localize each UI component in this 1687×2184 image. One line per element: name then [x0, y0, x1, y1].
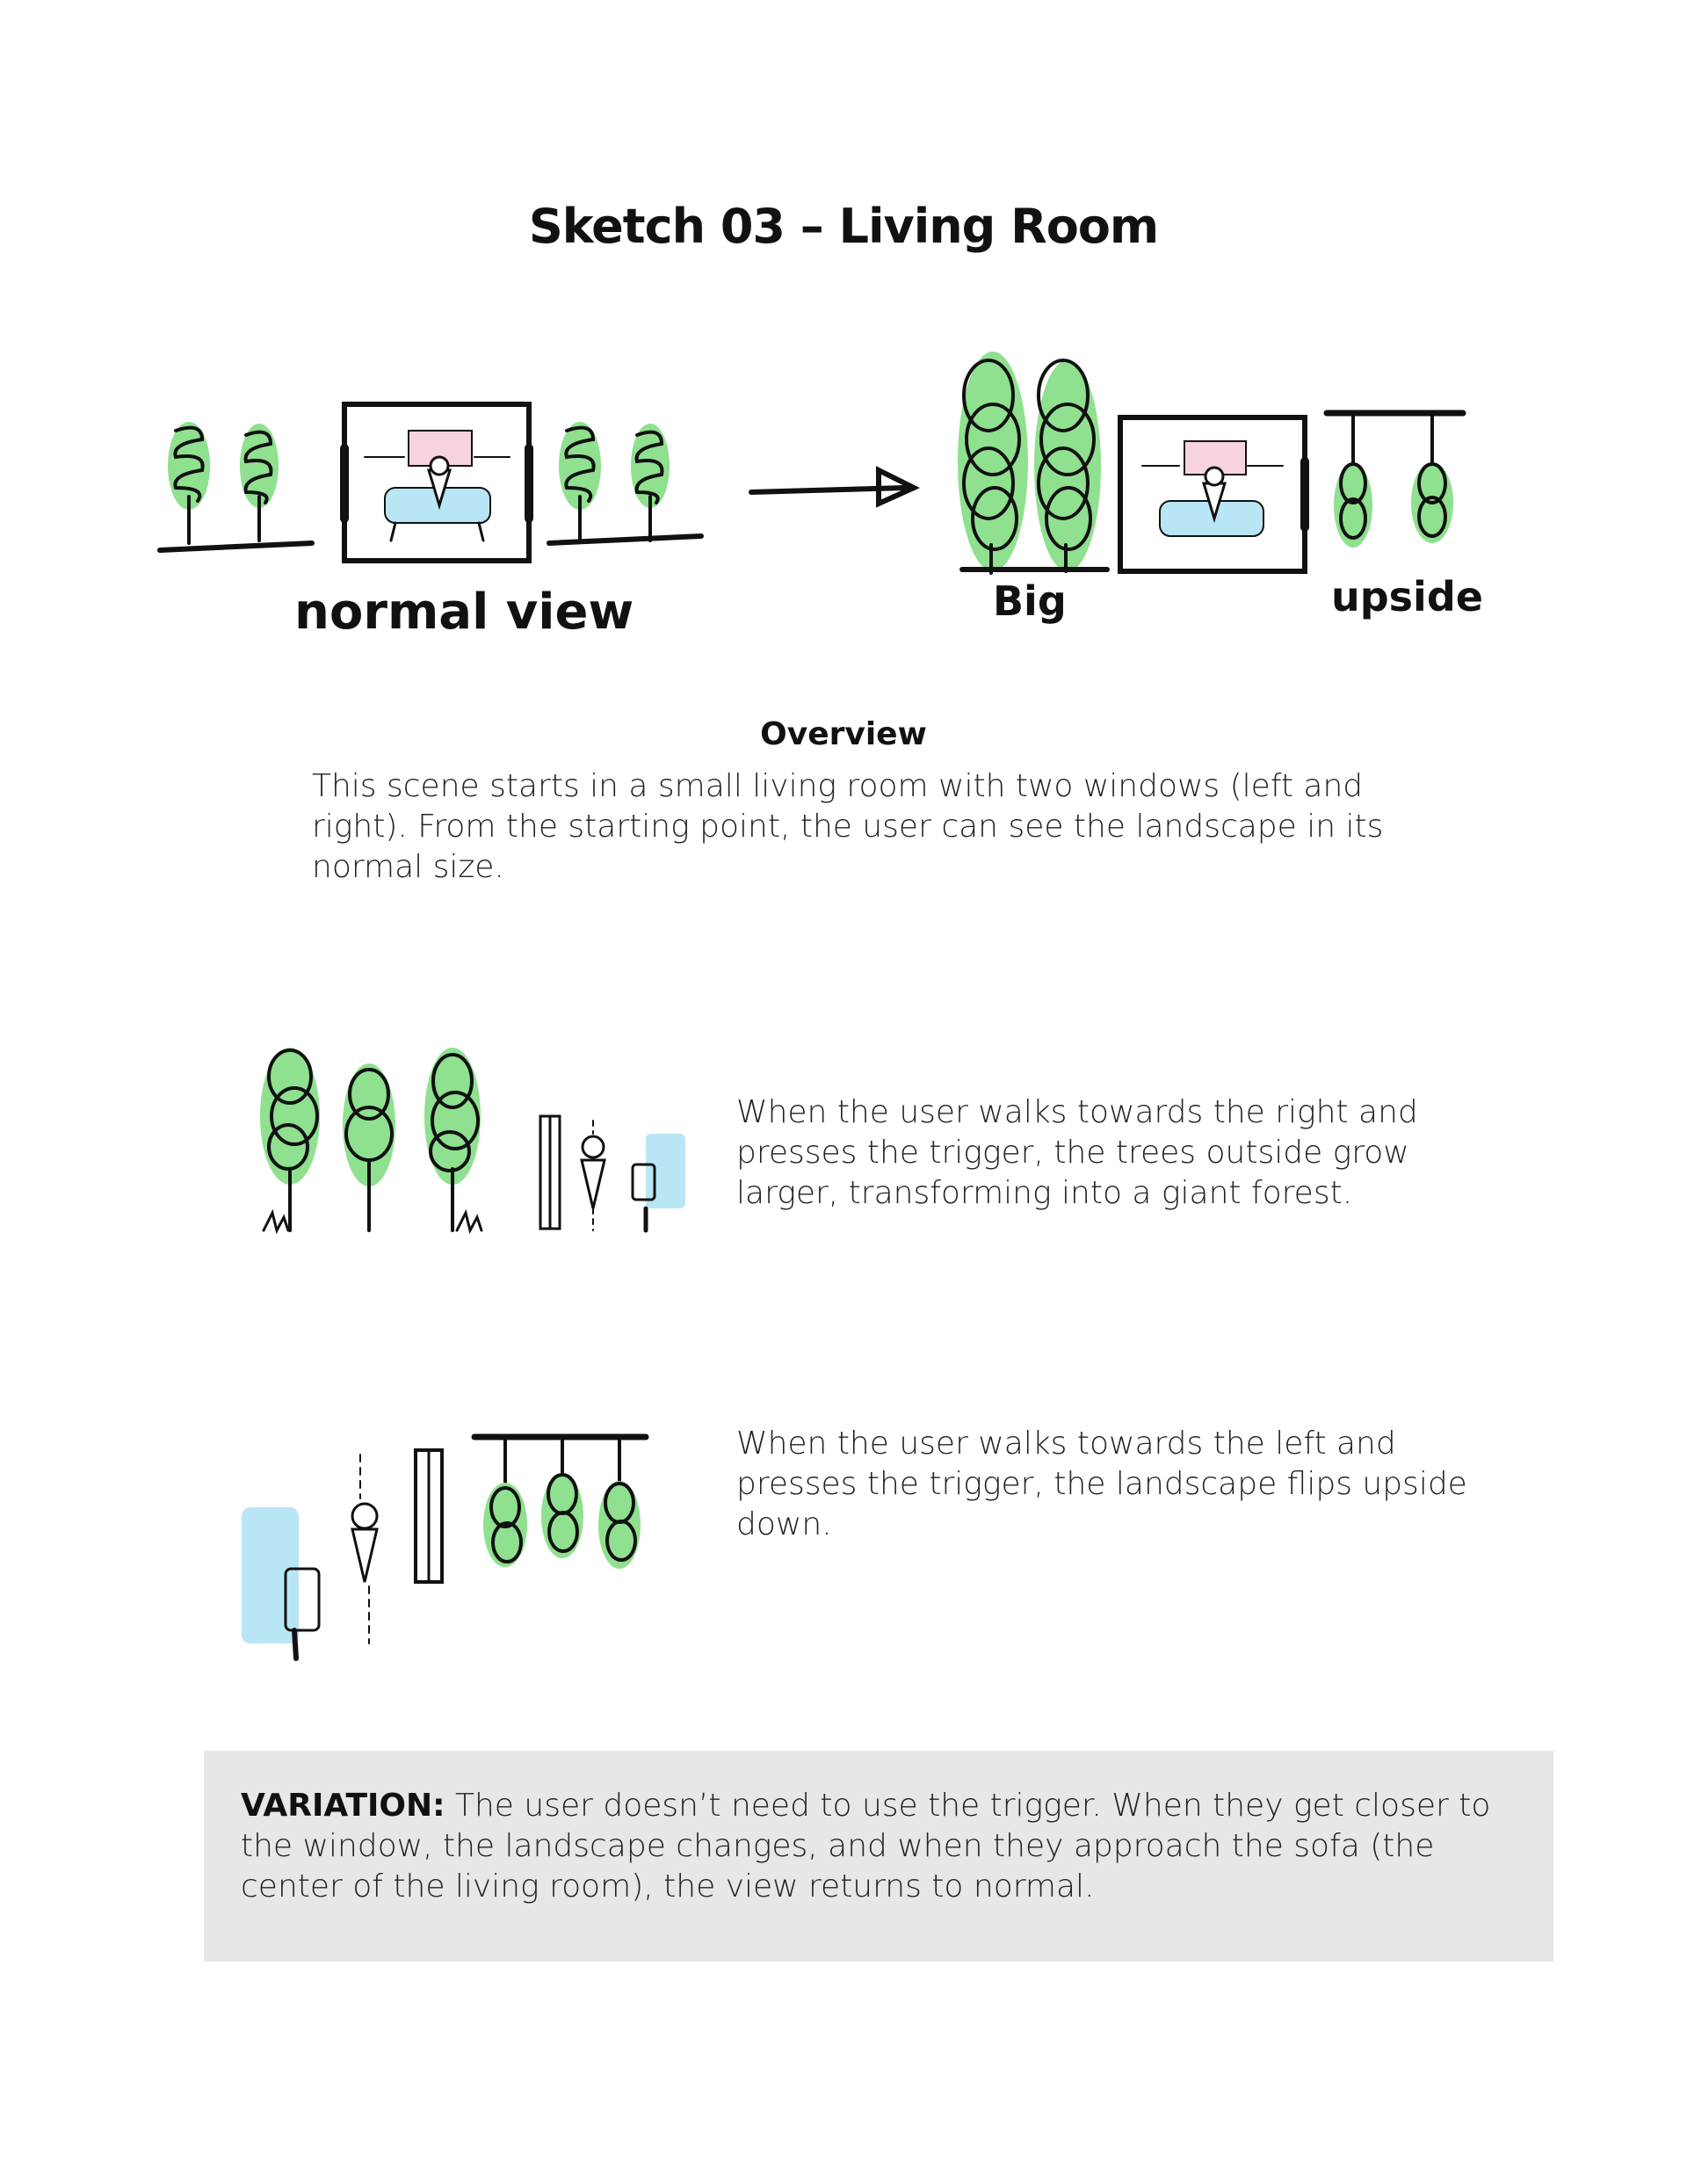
overview-heading: Overview	[760, 715, 927, 752]
variation-label: VARIATION:	[241, 1788, 445, 1824]
big-tree-icon	[1034, 360, 1101, 571]
big-tree-icon	[958, 352, 1028, 573]
big-tree-icon	[424, 1048, 481, 1230]
variation-text	[241, 1786, 1524, 1907]
upside-tree-icon	[1411, 413, 1453, 543]
variation-body: The user doesn’t need to use the trigger. When they get closer to the window, the landscape changes, and when they approach the sofa (the center of the living room), the view returns to normal.	[241, 1788, 1491, 1905]
upside-tree-icon	[541, 1437, 583, 1558]
tree-icon	[631, 424, 670, 541]
arrow-icon	[751, 470, 914, 504]
overview-sketch	[149, 343, 1485, 659]
normal-view-label: normal view	[294, 584, 634, 641]
tree-icon	[559, 422, 601, 541]
variation-box	[204, 1751, 1553, 1962]
upside-tree-icon	[483, 1437, 527, 1567]
upside-tree-icon	[1334, 413, 1372, 548]
upside-tree-icon	[598, 1437, 641, 1569]
big-label: Big	[993, 577, 1067, 625]
scenario-left-text: When the user walks towards the left and presses the trigger, the landscape flips upside down.	[736, 1426, 1467, 1542]
upside-label: upside	[1331, 573, 1483, 620]
page-title: Sketch 03 – Living Room	[528, 199, 1159, 255]
tree-icon	[168, 422, 210, 543]
tree-icon	[240, 424, 279, 541]
upside-down-sketch	[233, 1428, 663, 1674]
forest-sketch	[255, 1046, 712, 1239]
overview-text: This scene starts in a small living room with two windows (left and right). From the starting point, the user can see the landscape in its normal size.	[312, 768, 1384, 885]
big-tree-icon	[260, 1048, 320, 1230]
big-tree-icon	[343, 1063, 395, 1230]
scenario-right-text: When the user walks towards the right and presses the trigger, the trees outside grow larger, transforming into a giant forest.	[736, 1094, 1418, 1211]
